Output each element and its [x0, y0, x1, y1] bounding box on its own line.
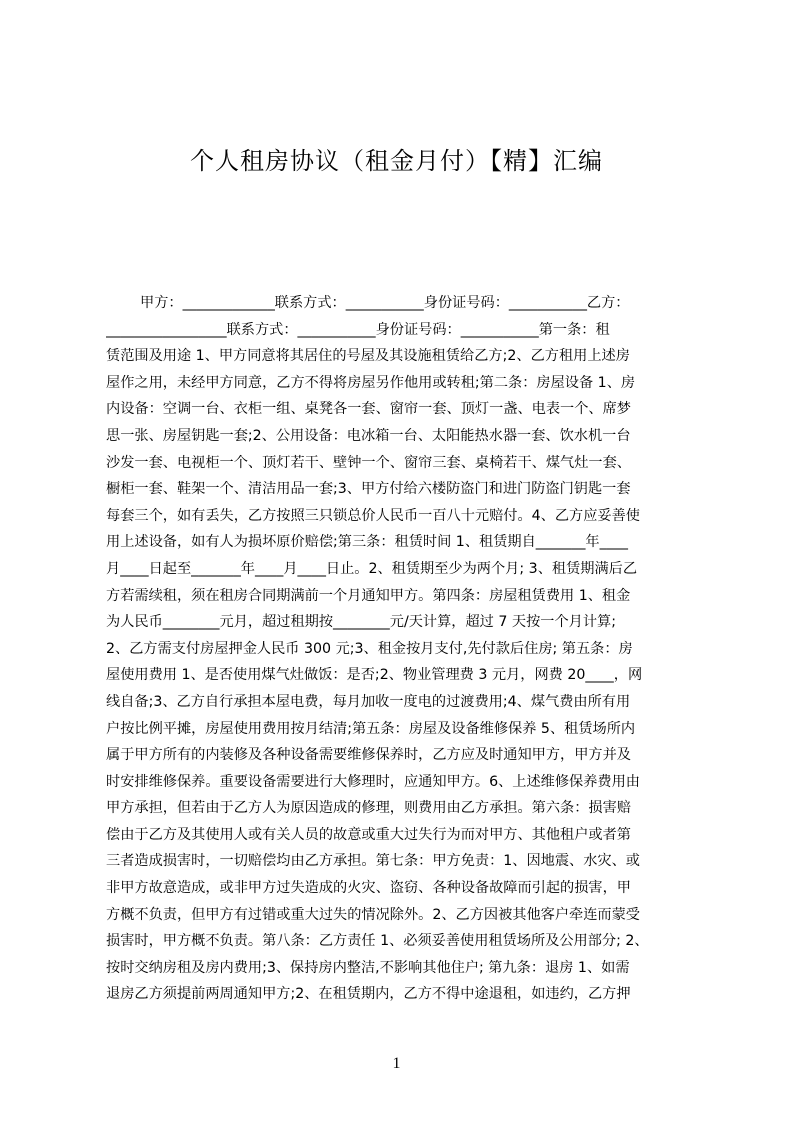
text-line: 损害时，甲方概不负责。第八条：乙方责任 1、必须妥善使用租赁场所及公用部分; 2、 — [106, 933, 649, 950]
text-line: 屋作之用，未经甲方同意，乙方不得将房屋另作他用或转租;第二条：房屋设备 1、房 — [106, 374, 636, 391]
text-line: 甲方承担，但若由于乙方人为原因造成的修理，则费用由乙方承担。第六条：损害赔 — [106, 800, 631, 817]
text-line: 非甲方故意造成，或非甲方过失造成的火灾、盗窃、各种设备故障而引起的损害，甲 — [106, 880, 631, 897]
text-line: 方概不负责，但甲方有过错或重大过失的情况除外。2、乙方因被其他客户牵连而蒙受 — [106, 906, 640, 923]
text-line: 甲方：_____________联系方式：___________身份证号码：___________乙方： — [140, 295, 630, 311]
text-line: 方若需续租，须在租房合同期满前一个月通知甲方。第四条：房屋租赁费用 1、租金 — [106, 587, 631, 604]
text-line: 户按比例平摊，房屋使用费用按月结清;第五条：房屋及设备维修保养 5、租赁场所内 — [106, 720, 636, 737]
text-line: 橱柜一套、鞋架一个、清洁用品一套;3、甲方付给六楼防盗门和进门防盗门钥匙一套 — [106, 481, 631, 498]
page-title: 个人租房协议（租金月付）【精】汇编 — [190, 147, 603, 175]
contract-body — [106, 290, 698, 1008]
text-line: 沙发一套、电视柜一个、顶灯若干、壁钟一个、窗帘三套、桌椅若干、煤气灶一套、 — [106, 454, 631, 471]
text-line: 线自备;3、乙方自行承担本屋电费，每月加收一度电的过渡费用;4、煤气费由所有用 — [106, 693, 631, 710]
page-number: 1 — [392, 1055, 401, 1072]
text-line: 按时交纳房租及房内费用;3、保持房内整洁,不影响其他住户; 第九条：退房 1、如需 — [106, 959, 630, 976]
text-line: 属于甲方所有的内装修及各种设备需要维修保养时，乙方应及时通知甲方，甲方并及 — [106, 747, 631, 764]
text-line: 每套三个，如有丢失，乙方按照三只锁总价人民币一百八十元赔付。4、乙方应妥善使 — [106, 507, 640, 524]
text-line: 赁范围及用途 1、甲方同意将其居住的号屋及其设施租赁给乙方;2、乙方租用上述房 — [106, 348, 630, 365]
text-line: 为人民币________元月，超过租期按________元/天计算，超过 7 天按一个月计算; — [106, 614, 616, 631]
text-line: 时安排维修保养。重要设备需要进行大修理时，应通知甲方。6、上述维修保养费用由 — [106, 773, 640, 790]
text-line: 2、乙方需支付房屋押金人民币 300 元;3、租金按月支付,先付款后住房; 第五条：房 — [106, 640, 633, 657]
text-line: 偿由于乙方及其使用人或有关人员的故意或重大过失行为而对甲方、其他租户或者第 — [106, 826, 631, 843]
text-line: 三者造成损害时，一切赔偿均由乙方承担。第七条：甲方免责：1、因地震、水灾、或 — [106, 853, 640, 870]
text-line: 退房乙方须提前两周通知甲方;2、在租赁期内，乙方不得中途退租，如违约，乙方押 — [106, 986, 631, 1003]
text-line: 月____日起至_______年____月____日止。2、租赁期至少为两个月; 3、租赁期满后乙 — [106, 560, 638, 577]
text-line: 思一张、房屋钥匙一套;2、公用设备：电冰箱一台、太阳能热水器一套、饮水机一台 — [106, 427, 631, 444]
text-line: 用上述设备，如有人为损坏原价赔偿;第三条：租赁时间 1、租赁期自_______年____ — [106, 534, 628, 551]
text-line: 内设备：空调一台、衣柜一组、桌凳各一套、窗帘一套、顶灯一盏、电表一个、席梦 — [106, 401, 631, 418]
text-line: 屋使用费用 1、是否使用煤气灶做饭：是否;2、物业管理费 3 元月，网费 20____，网 — [106, 667, 643, 684]
text-line: _________________联系方式：___________身份证号码：___________第一条：租 — [106, 321, 610, 338]
